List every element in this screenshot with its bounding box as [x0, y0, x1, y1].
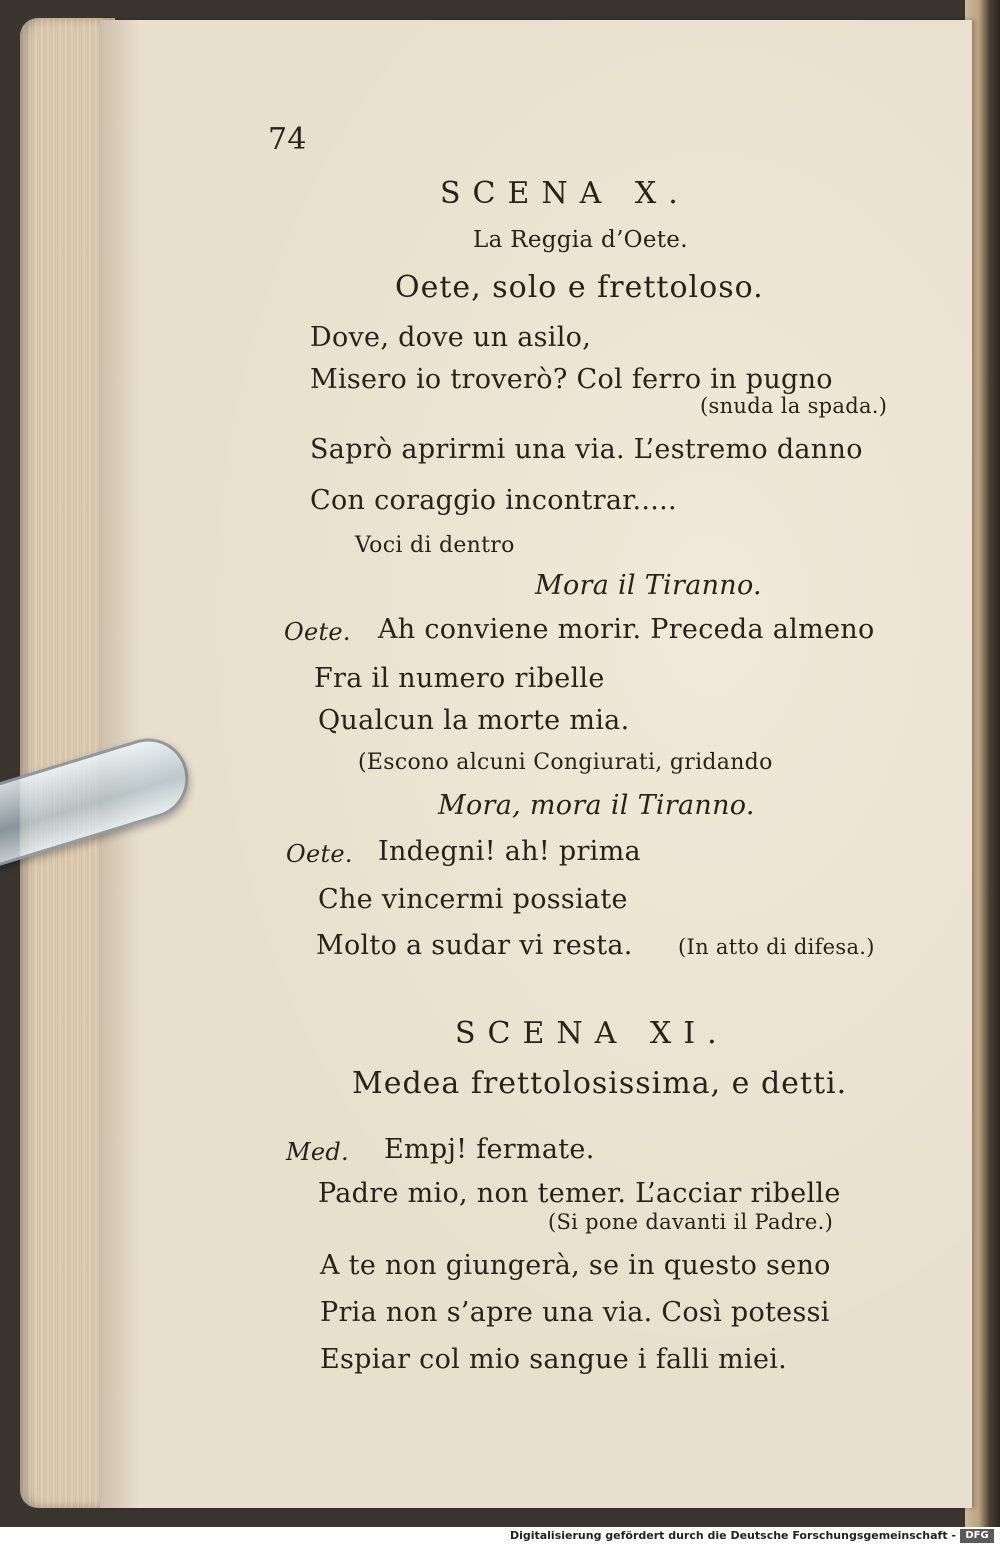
verse-line: A te non giungerà, se in questo seno — [320, 1250, 831, 1281]
verse-line: Pria non s’apre una via. Così potessi — [320, 1297, 830, 1328]
verse-line: Mora il Tiranno. — [535, 570, 762, 601]
verse-line: Dove, dove un asilo, — [310, 322, 592, 353]
stage-direction: (snuda la spada.) — [700, 394, 888, 418]
dfg-logo: DFG — [960, 1529, 994, 1543]
verse-line: Qualcun la morte mia. — [318, 705, 630, 736]
scene-heading: SCENA XI. — [455, 1016, 729, 1051]
footer-bar — [0, 1527, 1000, 1546]
verse-line: Ah conviene morir. Preceda almeno — [378, 614, 875, 645]
stage-direction: Oete, solo e frettoloso. — [395, 270, 764, 305]
verse-line: Che vincermi possiate — [318, 884, 628, 915]
verse-line: Indegni! ah! prima — [378, 836, 641, 867]
stage-direction: Medea frettolosissima, e detti. — [352, 1066, 848, 1101]
scene-heading: SCENA X. — [440, 176, 690, 211]
verse-line: Saprò aprirmi una via. L’estremo danno — [310, 434, 863, 465]
verse-line: Fra il numero ribelle — [314, 663, 605, 694]
verse-line: Misero io troverò? Col ferro in pugno — [310, 364, 833, 395]
speaker-name: Oete. — [284, 618, 351, 646]
verse-line: Espiar col mio sangue i falli miei. — [320, 1344, 788, 1375]
stage-direction: (Si pone davanti il Padre.) — [548, 1210, 834, 1234]
verse-line: Molto a sudar vi resta. — [316, 930, 633, 961]
stage-direction: (Escono alcuni Congiurati, gridando — [358, 750, 773, 775]
verse-line: Mora, mora il Tiranno. — [438, 790, 755, 821]
scene-setting: La Reggia d’Oete. — [473, 227, 688, 253]
stage-direction: Voci di dentro — [355, 533, 515, 558]
speaker-name: Med. — [286, 1138, 349, 1166]
footer-credit: Digitalisierung gefördert durch die Deutsche Forschungsgemeinschaft - — [509, 1529, 956, 1542]
page-number: 74 — [268, 122, 307, 157]
verse-line: Con coraggio incontrar..... — [310, 485, 677, 516]
verse-line: Padre mio, non temer. L’acciar ribelle — [318, 1178, 841, 1209]
speaker-name: Oete. — [286, 840, 353, 868]
verse-line: Empj! fermate. — [384, 1134, 595, 1165]
stage-direction: (In atto di difesa.) — [678, 935, 875, 959]
